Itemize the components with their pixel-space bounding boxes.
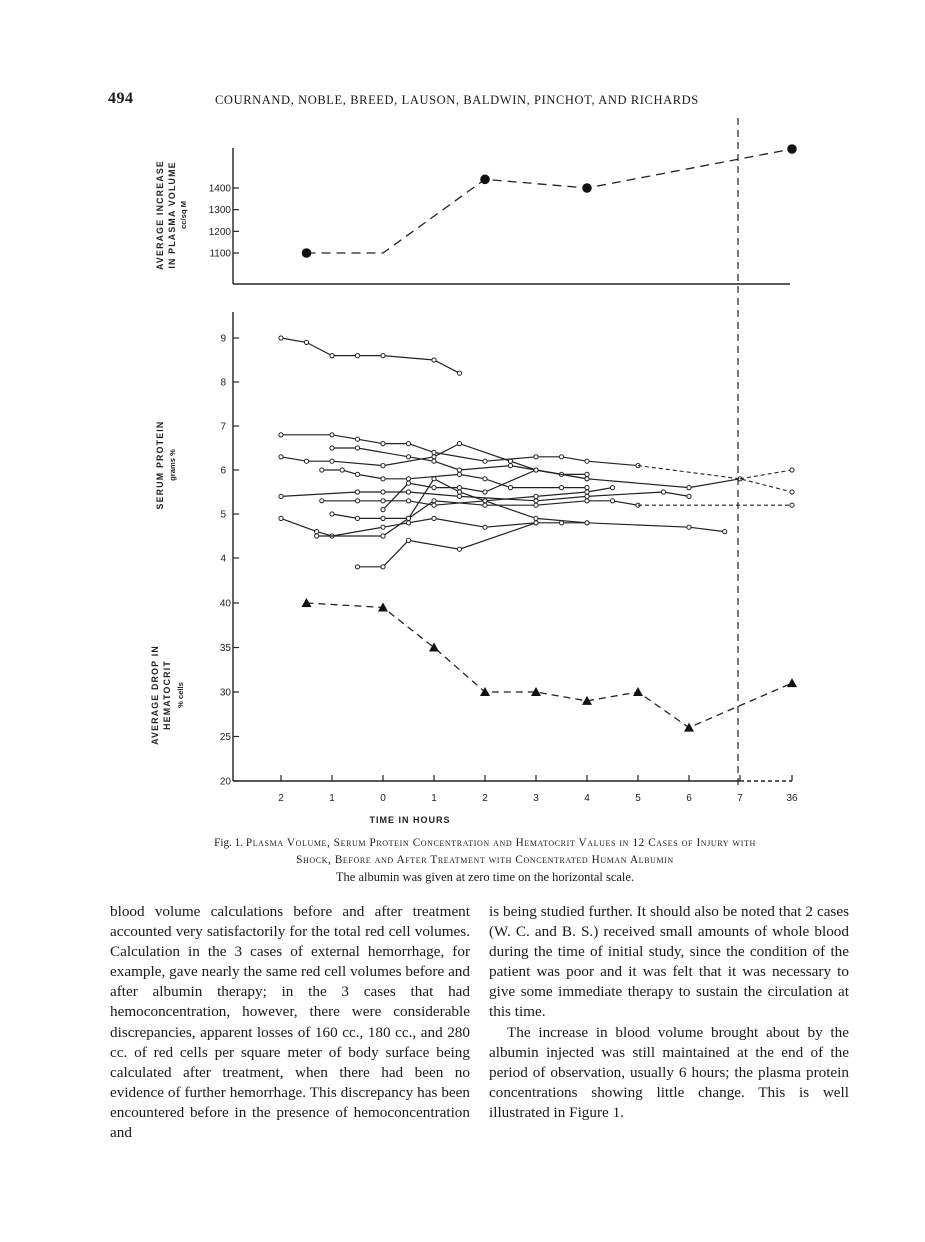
serum-protein-point [355, 565, 359, 569]
x-tick-label: 3 [533, 793, 539, 804]
serum-protein-point [457, 371, 461, 375]
serum-protein-point [559, 455, 563, 459]
serum-protein-point [585, 499, 589, 503]
x-axis-title: TIME IN HOURS [369, 815, 451, 825]
caption-note: The albumin was given at zero time on the horizontal scale. [335, 870, 635, 884]
serum-protein-point [355, 490, 359, 494]
serum-protein-point [585, 490, 589, 494]
serum-protein-point [330, 459, 334, 463]
serum-protein-point [457, 468, 461, 472]
serum-protein-panel [220, 334, 794, 569]
serum-protein-point [330, 512, 334, 516]
serum-protein-point [585, 494, 589, 498]
serum-protein-point [432, 503, 436, 507]
serum-protein-point [585, 459, 589, 463]
y-axis-title: HEMATOCRIT [162, 660, 172, 730]
serum-protein-point [790, 468, 794, 472]
serum-protein-point [610, 499, 614, 503]
serum-protein-point [790, 503, 794, 507]
serum-protein-point [330, 433, 334, 437]
serum-protein-point [381, 354, 385, 358]
serum-protein-point [381, 508, 385, 512]
serum-protein-point [687, 525, 691, 529]
serum-protein-point [330, 446, 334, 450]
serum-protein-point [723, 530, 727, 534]
serum-protein-point [406, 521, 410, 525]
y-tick-label: 20 [219, 776, 231, 788]
hematocrit-point [302, 598, 312, 607]
y-axis-title: IN PLASMA VOLUME [167, 161, 177, 269]
serum-protein-point [381, 516, 385, 520]
serum-protein-point [279, 433, 283, 437]
x-tick-label: 0 [380, 793, 386, 804]
y-tick-label: 9 [220, 333, 226, 345]
serum-protein-point [534, 499, 538, 503]
serum-protein-point [355, 354, 359, 358]
plasma-volume-point [582, 183, 592, 193]
serum-protein-point [406, 442, 410, 446]
x-tick-label: 2 [482, 793, 488, 804]
y-tick-label: 25 [219, 732, 231, 743]
x-tick-label: 6 [686, 793, 692, 804]
y-tick-label: 1200 [208, 226, 231, 238]
serum-protein-point [432, 450, 436, 454]
serum-protein-point [457, 486, 461, 490]
figure-label: Fig. 1. [214, 837, 244, 849]
x-tick-label: 2 [278, 793, 284, 804]
serum-protein-point [279, 516, 283, 520]
plasma-volume-panel [209, 144, 797, 259]
figure-caption [115, 835, 855, 869]
serum-protein-point [315, 530, 319, 534]
serum-protein-point [406, 455, 410, 459]
serum-protein-point [687, 486, 691, 490]
x-tick-label: 36 [786, 793, 798, 804]
serum-protein-point [355, 437, 359, 441]
y-tick-label: 35 [219, 643, 231, 654]
serum-protein-point [406, 490, 410, 494]
serum-protein-point [355, 446, 359, 450]
serum-protein-point [790, 490, 794, 494]
y-axis-title-unit: % cells [176, 682, 185, 708]
hematocrit-line [307, 603, 793, 728]
serum-protein-line [322, 470, 587, 488]
x-tick-label: 7 [737, 793, 743, 804]
serum-protein-point [508, 486, 512, 490]
serum-protein-point [559, 486, 563, 490]
serum-protein-point [534, 468, 538, 472]
serum-protein-point [534, 521, 538, 525]
serum-protein-point [340, 468, 344, 472]
serum-protein-point [457, 490, 461, 494]
paragraph: is being studied further. It should also be noted that 2 cases (W. C. and B. S.) received small amounts of whole blood during the time of initial study, since the condition of the patient was poor and it was felt that it was necessary to give some immediate therapy to sustain the circulation at this time. [489, 903, 849, 1021]
serum-protein-point [330, 354, 334, 358]
x-tick-label: 4 [584, 793, 590, 804]
serum-protein-point [381, 525, 385, 529]
caption-line-1: Plasma Volume, Serum Protein Concentration and Hematocrit Values in 12 Cases of Injury with [245, 837, 756, 849]
serum-protein-point [534, 503, 538, 507]
serum-protein-point [432, 358, 436, 362]
y-axis-title: SERUM PROTEIN [155, 420, 165, 510]
y-axis-title: AVERAGE DROP IN [150, 645, 160, 745]
y-tick-label: 8 [220, 377, 226, 389]
body-column-left [110, 902, 470, 1143]
y-axis-title-unit: cc/sq M [179, 201, 188, 229]
serum-protein-point [483, 490, 487, 494]
serum-protein-point [355, 472, 359, 476]
serum-protein-point [406, 499, 410, 503]
serum-protein-point [483, 477, 487, 481]
serum-protein-point [483, 499, 487, 503]
page-number: 494 [108, 90, 134, 107]
paragraph: The increase in blood volume brought about by the albumin injected was still maintained at the end of the period of observation, usually 6 hours; the plasma protein concentrations showing little change. This is well illustrated in Figure 1. [489, 1023, 849, 1121]
serum-protein-line [281, 518, 725, 536]
y-tick-label: 40 [219, 598, 231, 610]
serum-protein-point [381, 499, 385, 503]
y-tick-label: 7 [220, 421, 226, 433]
serum-protein-point [559, 521, 563, 525]
serum-protein-point [381, 464, 385, 468]
serum-protein-point [432, 455, 436, 459]
running-head: COURNAND, NOBLE, BREED, LAUSON, BALDWIN, PINCHOT, AND RICHARDS [215, 93, 699, 107]
serum-protein-point [508, 464, 512, 468]
serum-protein-point [355, 516, 359, 520]
hematocrit-point [429, 643, 439, 652]
serum-protein-point [279, 494, 283, 498]
serum-protein-point [483, 459, 487, 463]
y-tick-label: 1100 [209, 248, 231, 260]
serum-protein-point [585, 521, 589, 525]
plasma-volume-point [480, 175, 490, 185]
serum-protein-point [457, 547, 461, 551]
serum-protein-point [483, 503, 487, 507]
chart-axes [233, 118, 792, 785]
serum-protein-point [585, 472, 589, 476]
plasma-volume-line [307, 149, 793, 253]
serum-protein-point [508, 459, 512, 463]
hematocrit-point [787, 678, 797, 687]
x-tick-label: 5 [635, 793, 641, 804]
serum-protein-point [381, 534, 385, 538]
hematocrit-panel [220, 598, 798, 804]
serum-protein-point [406, 477, 410, 481]
y-axis-title: AVERAGE INCREASE [155, 160, 165, 270]
serum-protein-extension [638, 466, 792, 492]
serum-protein-point [381, 565, 385, 569]
paragraph: blood volume calculations before and after treatment accounted very satisfactorily for the total red cell volumes. Calculation in the 3 cases of external hemorrhage, for example, gave nearly the same red cell volumes before and after albumin therapy; in the 3 cases that had hemoconcentration, however, there were considerable discrepancies, apparent losses of 160 cc., 180 cc., and 280 cc. of red cells per square meter of body surface being calculated after treatment, when there had been no evidence of further hemorrhage. This discrepancy has been encountered before in the presence of hemoconcentration and [110, 903, 470, 1142]
serum-protein-point [381, 477, 385, 481]
body-column-right [489, 902, 849, 1123]
y-tick-label: 4 [220, 553, 226, 565]
serum-protein-point [432, 516, 436, 520]
serum-protein-point [320, 468, 324, 472]
y-axis-title-unit: grams % [168, 449, 177, 481]
x-tick-label: 1 [431, 793, 437, 804]
y-tick-label: 30 [219, 687, 231, 699]
plasma-volume-point [302, 248, 312, 258]
serum-protein-extension [740, 470, 792, 479]
serum-protein-point [585, 477, 589, 481]
serum-protein-point [381, 442, 385, 446]
serum-protein-point [687, 494, 691, 498]
y-tick-label: 5 [220, 509, 226, 521]
serum-protein-point [432, 486, 436, 490]
caption-line-2: Shock, Before and After Treatment with Concentrated Human Albumin [296, 854, 674, 866]
y-tick-label: 1400 [208, 183, 231, 195]
serum-protein-point [315, 534, 319, 538]
serum-protein-point [304, 340, 308, 344]
y-tick-label: 1300 [208, 205, 231, 217]
serum-protein-point [320, 499, 324, 503]
serum-protein-point [406, 481, 410, 485]
serum-protein-point [432, 477, 436, 481]
serum-protein-point [279, 336, 283, 340]
serum-protein-point [304, 459, 308, 463]
serum-protein-point [534, 494, 538, 498]
serum-protein-point [483, 525, 487, 529]
serum-protein-point [457, 472, 461, 476]
serum-protein-point [406, 516, 410, 520]
serum-protein-point [279, 455, 283, 459]
hematocrit-point [633, 687, 643, 696]
serum-protein-point [534, 455, 538, 459]
serum-protein-point [610, 486, 614, 490]
serum-protein-point [432, 459, 436, 463]
serum-protein-point [355, 499, 359, 503]
serum-protein-point [585, 486, 589, 490]
serum-protein-point [534, 516, 538, 520]
serum-protein-point [661, 490, 665, 494]
x-tick-label: 1 [329, 793, 335, 804]
serum-protein-point [457, 494, 461, 498]
serum-protein-point [406, 538, 410, 542]
plasma-volume-point [787, 144, 797, 154]
y-tick-label: 6 [220, 465, 226, 477]
hematocrit-point [684, 723, 694, 732]
serum-protein-point [432, 499, 436, 503]
serum-protein-point [381, 490, 385, 494]
serum-protein-point [457, 442, 461, 446]
